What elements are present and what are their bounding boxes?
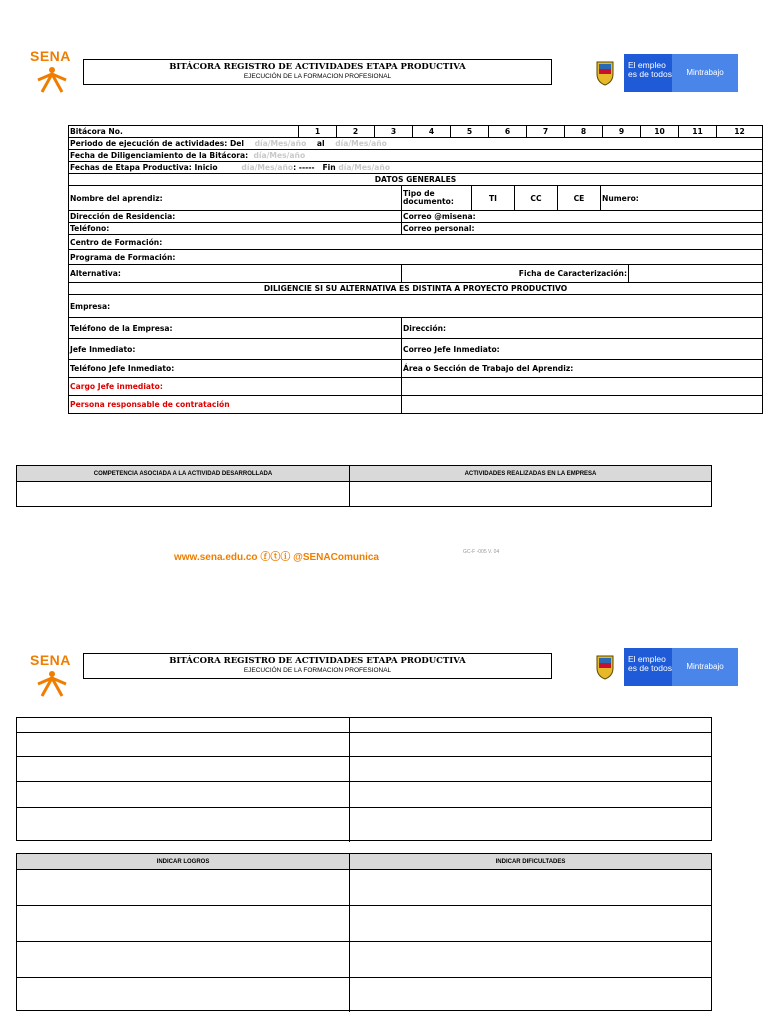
table-row — [17, 808, 711, 842]
sena-figure-icon — [30, 48, 90, 98]
table-row — [17, 942, 711, 978]
programa-row — [69, 250, 762, 265]
table-row — [17, 733, 711, 757]
table-cell[interactable] — [17, 942, 350, 977]
bitacora-number-10[interactable]: 10 — [641, 126, 679, 137]
table-cell[interactable] — [350, 782, 711, 807]
coat-of-arms-icon — [594, 58, 616, 86]
page-subtitle: EJECUCIÓN DE LA FORMACION PROFESIONAL — [243, 73, 392, 80]
bitacora-number-8[interactable]: 8 — [565, 126, 603, 137]
table-cell[interactable] — [350, 906, 711, 941]
direccion-empresa-label: Dirección: — [403, 323, 447, 333]
page-subtitle-2: EJECUCIÓN DE LA FORMACION PROFESIONAL — [243, 667, 392, 674]
sena-logo-text-2: SENA — [30, 652, 71, 668]
bitacora-form — [68, 125, 763, 414]
table-cell[interactable] — [350, 978, 711, 1012]
periodo-from-date[interactable]: día/Mes/año — [254, 139, 307, 148]
footer-url: www.sena.edu.co ⓕⓣⓘ @SENAComunica — [174, 552, 379, 563]
empresa-label: Empresa: — [70, 301, 111, 311]
title-box — [83, 59, 552, 85]
bitacora-number-7[interactable]: 7 — [527, 126, 565, 137]
activities-table — [16, 465, 712, 507]
correo-misena-label: Correo @misena: — [403, 212, 476, 221]
bitacora-number-2[interactable]: 2 — [337, 126, 375, 137]
table-row — [17, 978, 711, 1012]
doc-type-cc[interactable]: CC — [515, 186, 558, 210]
telefono-label: Teléfono: — [69, 223, 402, 234]
table-cell[interactable] — [17, 978, 350, 1012]
diligencie-heading: DILIGENCIE SI SU ALTERNATIVA ES DISTINTA A PROYECTO PRODUCTIVO — [263, 284, 568, 293]
periodo-to-date[interactable]: día/Mes/año — [335, 139, 387, 148]
page-title-2: BITÁCORA REGISTRO DE ACTIVIDADES ETAPA PRODUCTIVA — [169, 656, 466, 666]
tel-jefe-row — [69, 360, 762, 378]
table-cell[interactable] — [17, 808, 350, 842]
bitacora-number-9[interactable]: 9 — [603, 126, 641, 137]
jefe-label: Jefe Inmediato: — [69, 339, 402, 359]
table-cell[interactable] — [17, 733, 350, 756]
sena-figure-icon — [30, 652, 90, 702]
activities-continuation-table — [16, 717, 712, 841]
title-box-2 — [83, 653, 552, 679]
page-title: BITÁCORA REGISTRO DE ACTIVIDADES ETAPA PRODUCTIVA — [169, 62, 466, 72]
table-cell[interactable] — [350, 718, 711, 732]
alternativa-row — [69, 265, 762, 283]
fecha-dilig-cell — [69, 150, 762, 161]
al-label: al — [316, 139, 325, 148]
activities-table-header — [17, 466, 711, 482]
fechas-etapa-row — [69, 162, 762, 174]
fecha-dilig-label: Fecha de Diligenciamiento de la Bitácora: — [70, 151, 249, 160]
tipo-doc-label: Tipo de documento: — [402, 186, 472, 210]
ficha-label: Ficha de Caracterización: — [402, 265, 629, 282]
direccion-row — [69, 211, 762, 223]
persona-row — [69, 396, 762, 413]
gov-logo — [590, 54, 738, 92]
competencia-column-header: COMPETENCIA ASOCIADA A LA ACTIVIDAD DESARROLLADA — [17, 466, 350, 481]
bitacora-number-row — [69, 126, 762, 138]
telefono-row — [69, 223, 762, 235]
table-cell[interactable] — [17, 870, 350, 905]
table-cell[interactable] — [350, 482, 711, 507]
table-row — [17, 482, 711, 507]
alternativa-label: Alternativa: — [69, 265, 402, 282]
dificultades-column-header: INDICAR DIFICULTADES — [495, 858, 566, 865]
periodo-cell — [69, 138, 762, 149]
programa-label: Programa de Formación: — [70, 252, 176, 262]
gov-slogan-line2-2: es de todos — [628, 663, 672, 673]
bitacora-number-5[interactable]: 5 — [451, 126, 489, 137]
logros-table-header — [17, 854, 711, 870]
empresa-row — [69, 295, 762, 318]
footer-code: GC-F -005 V. 04 — [463, 549, 500, 555]
table-row — [17, 757, 711, 782]
bitacora-number-11[interactable]: 11 — [679, 126, 717, 137]
table-cell[interactable] — [350, 870, 711, 905]
datos-generales-heading: DATOS GENERALES — [374, 175, 457, 184]
bitacora-label: Bitácora No. — [69, 126, 299, 137]
table-row — [17, 870, 711, 906]
cargo-row — [69, 378, 762, 396]
gov-slogan-line1-2: El empleo — [628, 654, 666, 664]
sena-logo-text: SENA — [30, 48, 71, 64]
gov-slogan — [624, 54, 672, 92]
persona-resp-label: Persona responsable de contratación — [69, 396, 402, 413]
direccion-res-label: Dirección de Residencia: — [69, 211, 402, 222]
tel-empresa-row — [69, 318, 762, 339]
doc-type-ce[interactable]: CE — [558, 186, 601, 210]
table-cell[interactable] — [350, 733, 711, 756]
logros-column-header: INDICAR LOGROS — [17, 854, 350, 869]
table-cell[interactable] — [350, 757, 711, 781]
jefe-row — [69, 339, 762, 360]
dashes-label: : ----- — [293, 163, 315, 172]
sena-logo-2 — [30, 652, 90, 702]
area-label: Área o Sección de Trabajo del Aprendiz: — [403, 364, 574, 373]
gov-ministry: Mintrabajo — [672, 54, 738, 92]
table-cell[interactable] — [350, 942, 711, 977]
fecha-dilig-date[interactable]: día/Mes/año — [253, 151, 306, 160]
gov-logo-2 — [590, 648, 738, 686]
fin-date[interactable]: día/Mes/año — [338, 163, 391, 172]
nombre-row — [69, 186, 762, 211]
ficha-value[interactable] — [629, 265, 762, 282]
coat-of-arms-icon — [594, 652, 616, 680]
diligencie-row — [69, 283, 762, 295]
sena-logo — [30, 48, 90, 98]
gov-slogan-2 — [624, 648, 672, 686]
cargo-jefe-label: Cargo Jefe inmediato: — [69, 378, 402, 395]
periodo-row — [69, 138, 762, 150]
table-cell[interactable] — [17, 757, 350, 781]
table-cell[interactable] — [17, 482, 350, 507]
nombre-label: Nombre del aprendiz: — [69, 186, 402, 210]
bitacora-number-6[interactable]: 6 — [489, 126, 527, 137]
table-cell[interactable] — [17, 906, 350, 941]
correo-jefe-label: Correo Jefe Inmediato: — [403, 344, 500, 354]
cargo-jefe-value[interactable] — [402, 378, 762, 395]
gov-slogan-line2: es de todos — [628, 69, 672, 79]
inicio-date[interactable]: día/Mes/año — [241, 163, 294, 172]
bitacora-number-1[interactable]: 1 — [299, 126, 337, 137]
bitacora-number-3[interactable]: 3 — [375, 126, 413, 137]
correo-personal-label: Correo personal: — [403, 224, 475, 233]
gov-ministry-2: Mintrabajo — [672, 648, 738, 686]
fechas-etapa-cell — [69, 162, 762, 173]
tel-jefe-label: Teléfono Jefe Inmediato: — [69, 360, 402, 377]
datos-generales-row — [69, 174, 762, 186]
numero-label: Numero: — [602, 193, 639, 203]
centro-row — [69, 235, 762, 250]
table-cell[interactable] — [17, 718, 350, 732]
doc-type-ti[interactable]: TI — [472, 186, 515, 210]
table-row — [17, 718, 711, 733]
fin-label: Fin — [322, 163, 336, 172]
fechas-etapa-label: Fechas de Etapa Productiva: Inicio — [70, 163, 218, 172]
table-row — [17, 906, 711, 942]
fecha-dilig-row — [69, 150, 762, 162]
actividades-column-header: ACTIVIDADES REALIZADAS EN LA EMPRESA — [464, 470, 597, 477]
table-row — [17, 782, 711, 808]
bitacora-number-12[interactable]: 12 — [734, 127, 745, 136]
tel-empresa-label: Teléfono de la Empresa: — [69, 318, 402, 338]
persona-resp-value[interactable] — [402, 396, 762, 413]
logros-table — [16, 853, 712, 1011]
gov-slogan-line1: El empleo — [628, 60, 666, 70]
table-cell[interactable] — [350, 808, 711, 842]
centro-label: Centro de Formación: — [70, 237, 163, 247]
bitacora-number-4[interactable]: 4 — [413, 126, 451, 137]
periodo-label: Periodo de ejecución de actividades: Del — [70, 139, 245, 148]
table-cell[interactable] — [17, 782, 350, 807]
